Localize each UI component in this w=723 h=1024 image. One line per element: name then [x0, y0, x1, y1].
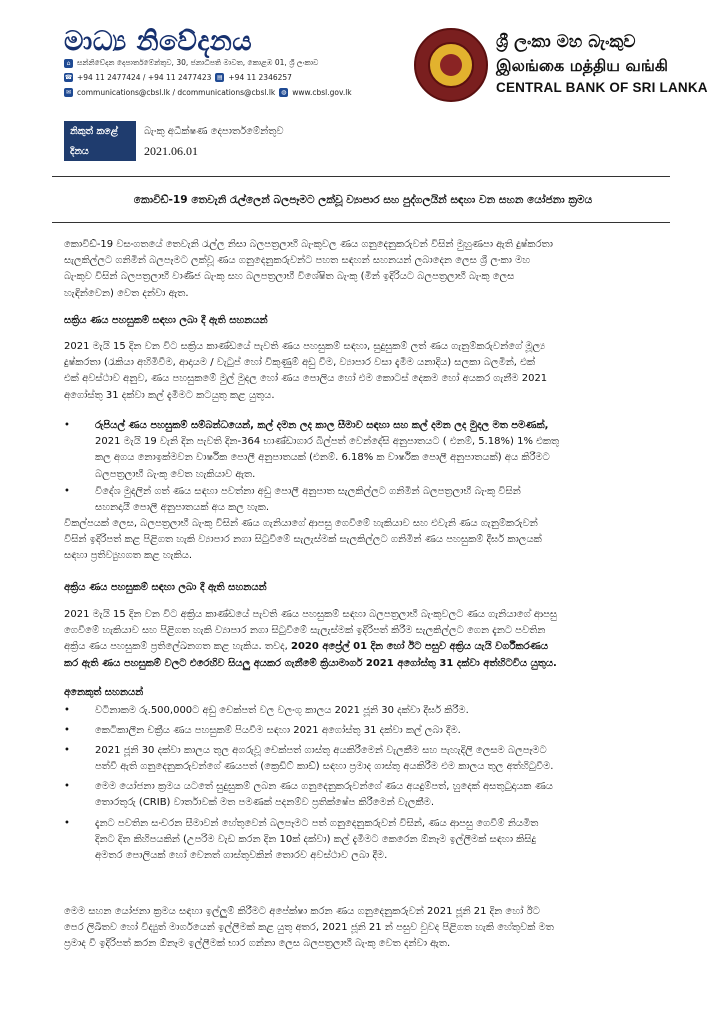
letterhead: [0, 0, 723, 112]
bullet-icon: •: [64, 486, 70, 497]
issued-by-value: බැංකු අධීක්ෂණ දෙපාර්තමේන්තුව: [144, 125, 284, 137]
bullet-icon: •: [64, 781, 70, 792]
list-item: විදේශ මුදලින් ගත් ණය සඳහා පවත්නා අඩු පොලී අනුපාත සැලකිල්ලට ගනිමින් බලපත්‍රලාභී බැංකු විසින් සහනදායී පොලී අනුපාතයක් අය කල හැක.: [95, 486, 521, 514]
masthead-title: මාධ්‍ය නිවේදනය: [64, 26, 253, 57]
intro-paragraph: කොවිඩ්-19 වසංගතයේ තෙවැනි රැල්ල නිසා බලපත්‍රලාභී බැංකුවල ණය ගනුදෙනුකරුවන් විසින් මුහුණපා ඇති දුෂ්කරතා සැලකිල්ලට ගනිමින් බලපෑමට ලක්වූ ණය ගනුදෙනුකරුවන්ට පහත සඳහන් සහනයන් ලබාදෙන ලෙස ශ්‍රී ලංකා මහ බැංකුව විසින් බලපත්‍රලාභී වාණිජ බැංකු සහ බලපත්‍රලාභී විශේෂිත බැංකු (මින් ඉදිරියට බලපත්‍රලාභී බැංකු ලෙස හැඳින්වෙන) වෙත දන්වා ඇත.: [64, 239, 553, 299]
bullet-icon: •: [64, 745, 70, 756]
list-item: මෙම යෝජනා ක්‍රමය යටතේ සුදුසුකම් ලබන ණය ගනුදෙනුකරුවන්ගේ ණය අයදුම්පත්, හුදෙක් අසතුටුදායක ණය තොරතුරු (CRIB) වාර්තාවක් මත පමණක් පදනම්ව ප්‍රතික්ෂේප කිරීමෙන් වැලකීම.: [95, 781, 553, 809]
fax-icon: ▤: [217, 74, 223, 81]
bullet-icon: •: [64, 818, 70, 829]
email-line: [64, 88, 352, 97]
section-heading-active: සක්‍රිය ණය පහසුකම් සඳහා ලබා දී ඇති සහනයන්: [64, 315, 268, 326]
web-text[interactable]: www.cbsl.gov.lk: [292, 88, 352, 97]
list-item: වටිනාකම රු.500,000ට අඩු චෙක්පත් වල වලංගු කාලය 2021 ජූනි 30 දක්වා දීර්ඝ කිරීම.: [95, 705, 469, 716]
divider-title: [52, 222, 670, 223]
list-item: කෙටිකාලීන චක්‍රීය ණය පහසුකම් පියවීම සඳහා 2021 අගෝස්තු 31 දක්වා කල් ලබා දීම.: [95, 725, 461, 736]
meta-table: [64, 121, 284, 161]
list-item: 2021 ජූනි 30 දක්වා කාලය තුල අගරුවූ චෙක්පත් ගාස්තු අයකිරීමෙන් වැලකීම සහ පැහැදිලි ලෙසම බලපෑමට පත්වී ඇති ගනුදෙනුකරුවන්ගේ ණයපත් (ක්‍රෙඩිට් කාඩ්) සඳහා ප්‍රමාද ගාස්තු අයකිරීම එම කාලය තුල අත්හිටුවීම.: [95, 745, 554, 773]
date-label: දිනය: [64, 141, 136, 161]
address-line: [64, 58, 318, 68]
alternative-paragraph: විකල්පයක් ලෙස, බලපත්‍රලාභී බැංකු විසින් ණය ගැනියාගේ ආපසු ගෙවීමේ හැකියාව සහ එවැනි ණය ගැනුම්කරුවන් විසින් ඉදිරිපත් කළ පිළිගත හැකි ව්‍යාපාර නගා සිටුවීමේ සැලැස්මක් සැලකිල්ලට ගනිමින් ණය පහසුකම් දීර්ඝ කාලයක් සඳහා ප්‍රතිව්‍යුහගත කළ හැකිය.: [64, 518, 542, 562]
section-heading-nonperforming: අක්‍රිය ණය පහසුකම් සඳහා ලබා දී ඇති සහනයන්: [64, 582, 267, 593]
bank-name-english: CENTRAL BANK OF SRI LANKA: [496, 80, 708, 95]
active-paragraph: 2021 මැයි 15 දින වන විට සක්‍රිය කාණ්ඩයේ පැවති ණය පහසුකම් සඳහා, සුදුසුකම් ලත් ණය ගැනුම්කරුවන්ගේ මූල්‍ය දුෂ්කරතා (රැකියා අහිමිවීම, ආදායම / වැටුප් හෝ විකුණුම් අඩු වීම, ව්‍යාපාර වසා දැමීම යනාදිය) සලකා බලමින්, එක් එක් අවස්ථාව අනුව, ණය පහසුකමේ මුල් මුදල හෝ ණය පොලිය හෝ එම කොටස් දෙකම හෝ අයකර ගැනීම 2021 අගෝස්තු 31 දක්වා කල් දැමීමට කටයුතු කළ යුතුය.: [64, 341, 548, 401]
bank-name-sinhala: ශ්‍රී ලංකා මහ බැංකුව: [496, 32, 636, 52]
divider-top: [52, 176, 670, 177]
bank-name-tamil: இலங்கை மத்திய வங்கி: [496, 56, 668, 75]
list-item: රුපියල් ණය පහසුකම් සම්බන්ධයෙන්, කල් දමන ලද කාල සීමාව සඳහා සහ කල් දමන ලද මුදල මත පමණක්, 2021 මැයි 19 වැනි දින පැවති දින-364 භාණ්ඩාගාර බිල්පත් වෙන්දේසි අනුපාතයට ( එනම්, 5.18%) 1% එකතු කල අගය නොඉක්මවන වාර්ෂික පොලී අනුපාතයක් (එනම්. 6.18% ක වාර්ෂික පොලී අනුපාතයක්) අය කිරීමට බලපත්‍රලාභී බැංකු වෙත හැකියාව ඇත.: [95, 420, 560, 480]
phone-text: +94 11 2477424 / +94 11 2477423: [77, 73, 212, 82]
fax-text: +94 11 2346257: [228, 73, 292, 82]
location-icon: ⌂: [64, 59, 73, 68]
email-icon: ✉: [65, 89, 72, 96]
issued-by-label: නිකුත් කළේ: [64, 121, 136, 141]
bullet-icon: •: [64, 725, 70, 736]
bullet-icon: •: [64, 420, 70, 431]
phone-icon: ☎: [64, 74, 73, 81]
address-text: සන්නිවේදන දෙපාර්තමේන්තුව, 30, ජනාධිපති මාවත, කොළඹ 01, ශ්‍රී ලංකාව: [77, 58, 319, 67]
nonperforming-paragraph: 2021 මැයි 15 දින වන විට අක්‍රිය කාණ්ඩයේ පැවති ණය පහසුකම් සඳහා බලපත්‍රලාභී බැංකුවලට ණය ගැනියාගේ ආපසු ගෙවීමේ හැකියාව සහ පිළිගත හැකි ව්‍යාපාර නගා සිටුවීමේ සැලැස්මක් ඉදිරිපත් කිරීම සැලකිල්ලට ගෙන දැනට පවතින අක්‍රිය ණය පහසුකම් ප්‍රතිලේඛනගත කළ හැකිය. තවද, 2020 අප්‍රේල් 01 දින හෝ ඊට පසුව අක්‍රිය යැයි වර්ගීකරණය කර ඇති ණය පහසුකම් වලට එරෙහිව සියලු අයකර ගැනීමේ ක්‍රියාමාර්ග 2021 අගෝස්තු 31 දක්වා අත්හිටවිය යුතුය.: [64, 609, 558, 669]
phone-line: [64, 73, 292, 82]
list-item: දැනට පවතින සංචරන සීමාවන් හේතුවෙන් බලපෑමට පත් ගනුදෙනුකරුවන් විසින්, ණය ආපසු ගෙවීම් නියමිත දිනට දින කිහිපයකින් (උපරිම වැඩ කරන දින 10ක් දක්වා) කල් දැමීමට කෙරෙන ඕනෑම ඉල්ලීමක් සඳහා කිසිදු අමතර පොලියක් හෝ වෙනත් ගාස්තුවකින් තොරව අවස්ථාව ලබා දීම.: [95, 818, 539, 862]
web-icon: ◍: [281, 89, 287, 96]
cbsl-seal-logo: [414, 28, 488, 102]
email-text[interactable]: communications@cbsl.lk / dcommunications@cbsl.lk: [77, 88, 276, 97]
section-heading-other: අනෙකුත් සහනයන්: [64, 687, 144, 698]
closing-paragraph: මෙම සහන යෝජනා ක්‍රමය සඳහා ඉල්ලුම් කිරීමට අපේක්ෂා කරන ණය ගනුදෙනුකරුවන් 2021 ජූනි 21 දින හෝ ඊට පෙර ලිඛිතව හෝ විද්‍යුත් මාර්ගයෙන් ඉල්ලීමක් කළ යුතු අතර, 2021 ජූනි 21 න් පසුව වුවද පිළිගත හැකි හේතුවක් මත ප්‍රමාද වී ඉදිරිපත් කරන ඕනෑම ඉල්ලීමක් භාර ගන්නා ලෙස බලපත්‍රලාභී බැංකු වෙත දන්වා ඇත.: [64, 906, 554, 950]
date-value: 2021.06.01: [144, 143, 198, 158]
bullet-icon: •: [64, 705, 70, 716]
document-title: කොවිඩ්-19 තෙවැනි රැල්ලෙන් බලපෑමට ලක්වූ ව්‍යාපාර සහ පුද්ගලයින් සඳහා වන සහන යෝජනා ක්‍රමය: [133, 194, 593, 206]
